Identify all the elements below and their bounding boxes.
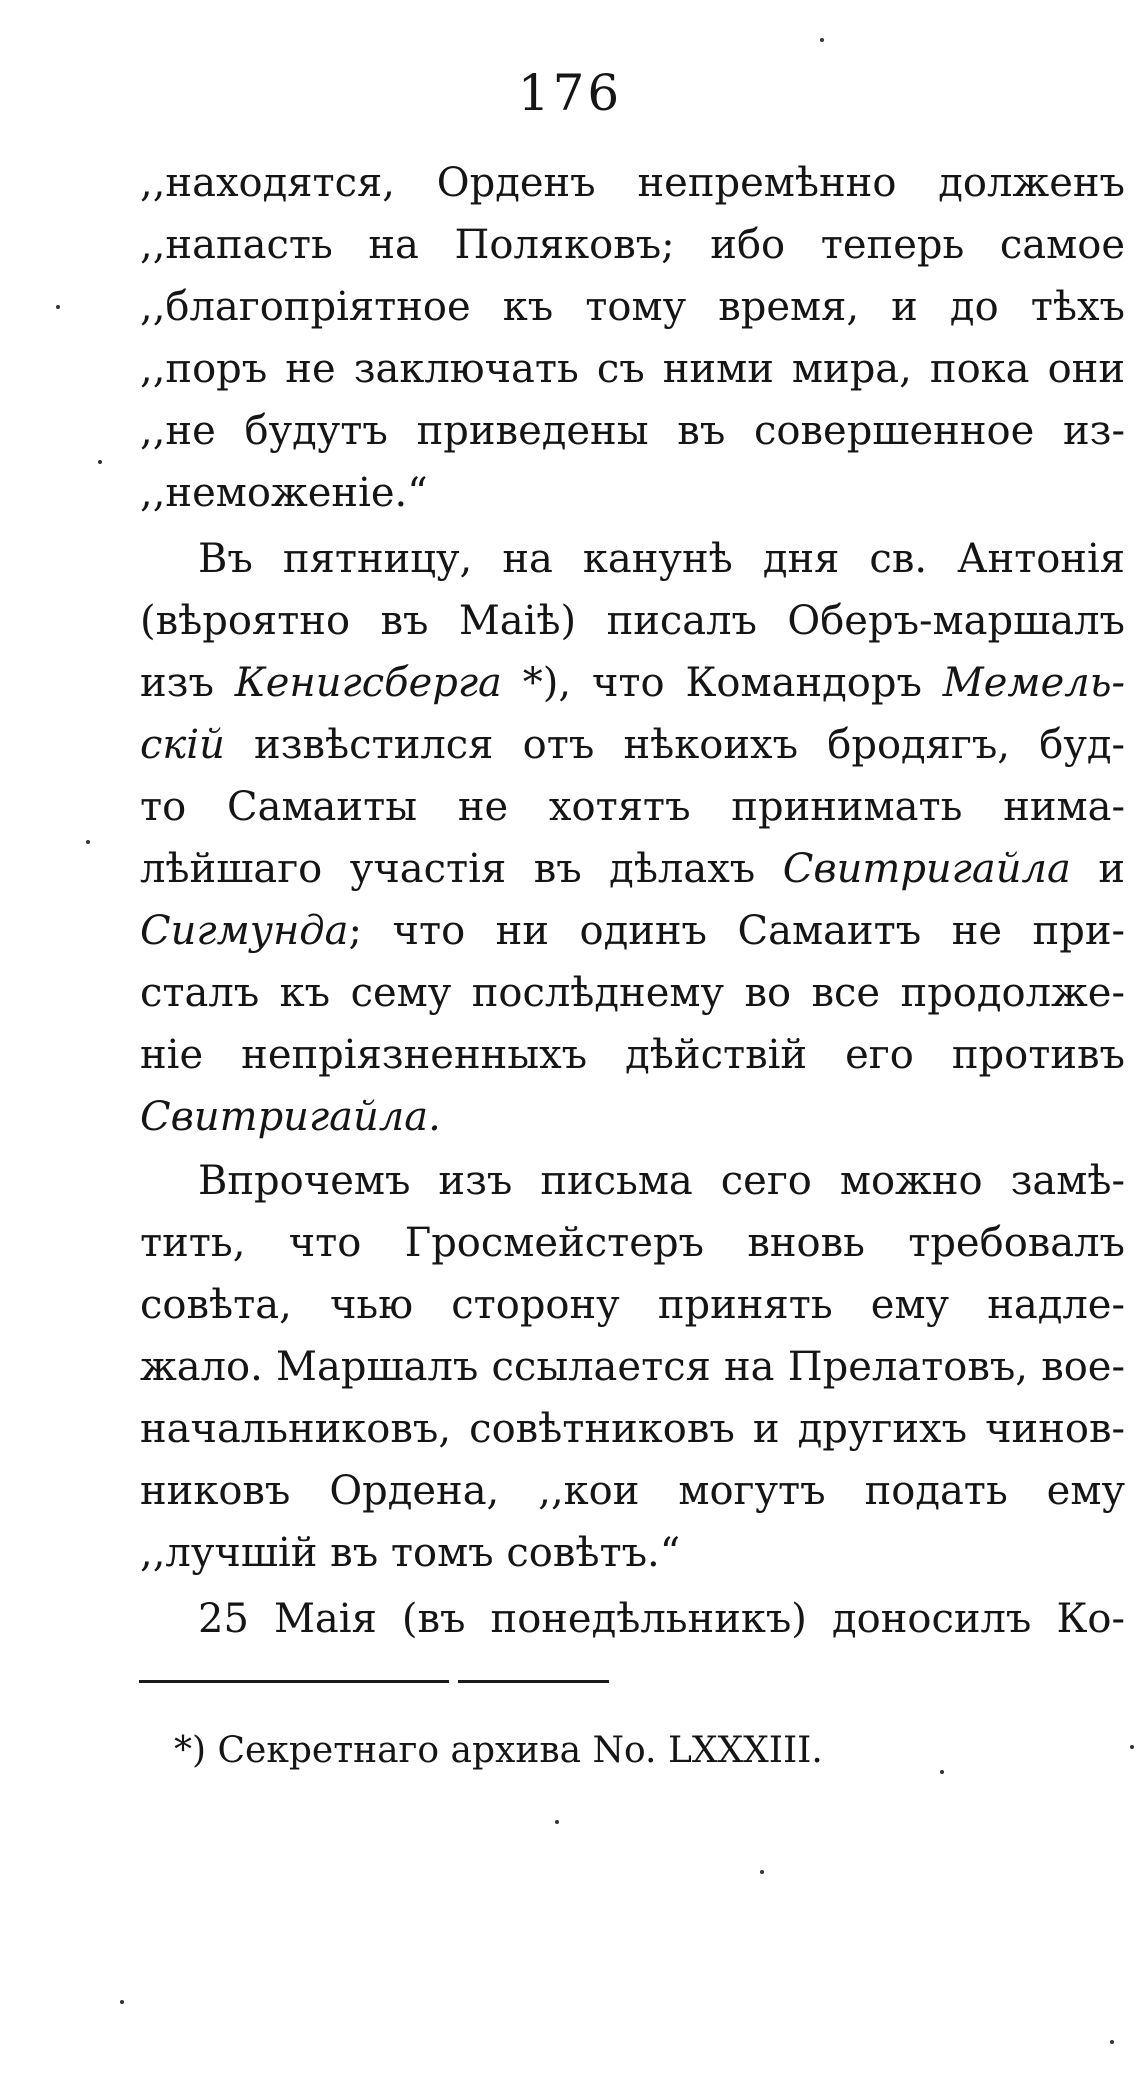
text-fragment: лѣйшаго участія въ дѣлахъ: [140, 846, 783, 892]
scan-speck: [555, 1820, 559, 1824]
text-line: ,,неможеніе.“: [140, 470, 428, 516]
italic-person-name: Сигмунда: [140, 908, 349, 954]
scan-speck: [820, 38, 824, 42]
text-line: Свитригайла.: [140, 1094, 441, 1140]
paragraph-1: [140, 152, 1125, 524]
scan-speck: [940, 1770, 944, 1774]
paragraph-2: [140, 528, 1125, 1148]
text-line: ,,лучшій въ томъ совѣтъ.“: [140, 1530, 681, 1576]
text-line-rich: [140, 714, 1125, 776]
text-line: никовъ Ордена, ,,кои могутъ подать ему: [140, 1468, 1125, 1514]
page-number: 176: [517, 64, 623, 122]
text-line: ,,поръ не заключать съ ними мира, пока они: [140, 346, 1125, 392]
text-line: ніе непріязненныхъ дѣйствій его противъ: [140, 1032, 1125, 1078]
footnote-separator: [458, 1680, 609, 1683]
text-fragment: и: [1070, 846, 1125, 892]
text-line-rich: [140, 900, 1125, 962]
text-line: ,,находятся, Орденъ непремѣнно долженъ: [140, 160, 1125, 206]
text-line: тить, что Гросмейстеръ вновь требовалъ: [140, 1220, 1125, 1266]
scan-speck: [760, 1870, 764, 1874]
scan-speck: [1110, 2040, 1114, 2044]
italic-place-name: Кенигсберга: [234, 660, 502, 706]
text-line: Впрочемъ изъ письма сего можно замѣ-: [198, 1158, 1125, 1204]
text-line: сталъ къ сему послѣднему во все продолже-: [140, 970, 1125, 1016]
text-fragment: извѣстился отъ нѣкоихъ бродягъ, буд-: [224, 722, 1125, 768]
text-line: ,,благопріятное къ тому время, и до тѣхъ: [140, 284, 1125, 330]
text-line: совѣта, чью сторону принять ему надле-: [140, 1282, 1125, 1328]
text-line-rich: [140, 652, 1125, 714]
scan-speck: [86, 840, 90, 844]
scan-speck: [98, 460, 102, 464]
text-line: (вѣроятно въ Маіѣ) писалъ Оберъ-маршалъ: [140, 598, 1125, 644]
footnote-separator: [139, 1680, 449, 1683]
text-fragment: ; что ни одинъ Самаитъ не при-: [348, 908, 1125, 954]
text-fragment: изъ: [140, 660, 235, 706]
paragraph-3: [140, 1150, 1125, 1584]
text-line-rich: [140, 838, 1125, 900]
italic-title: скій: [140, 722, 225, 768]
text-line: Въ пятницу, на канунѣ дня св. Антонія: [198, 536, 1125, 582]
text-fragment: *), что Командоръ: [501, 660, 943, 706]
text-line: ,,напасть на Поляковъ; ибо теперь самое: [140, 222, 1125, 268]
text-line: ,,не будутъ приведены въ совершенное из-: [140, 408, 1125, 454]
text-line: жало. Маршалъ ссылается на Прелатовъ, вое-: [140, 1344, 1125, 1390]
scan-speck: [56, 305, 60, 309]
scan-speck: [120, 2000, 124, 2004]
text-line: то Самаиты не хотятъ принимать нима-: [140, 784, 1125, 830]
italic-title: Мемель-: [942, 660, 1125, 706]
text-line: 25 Маія (въ понедѣльникъ) доносилъ Ко-: [198, 1596, 1125, 1642]
paragraph-4: [140, 1588, 1125, 1650]
scan-speck: [1130, 1745, 1134, 1749]
text-line: начальниковъ, совѣтниковъ и другихъ чинов-: [140, 1406, 1125, 1452]
italic-person-name: Свитригайла: [782, 846, 1071, 892]
footnote: *) Секретнаго архива No. LXXXIII.: [174, 1730, 823, 1771]
